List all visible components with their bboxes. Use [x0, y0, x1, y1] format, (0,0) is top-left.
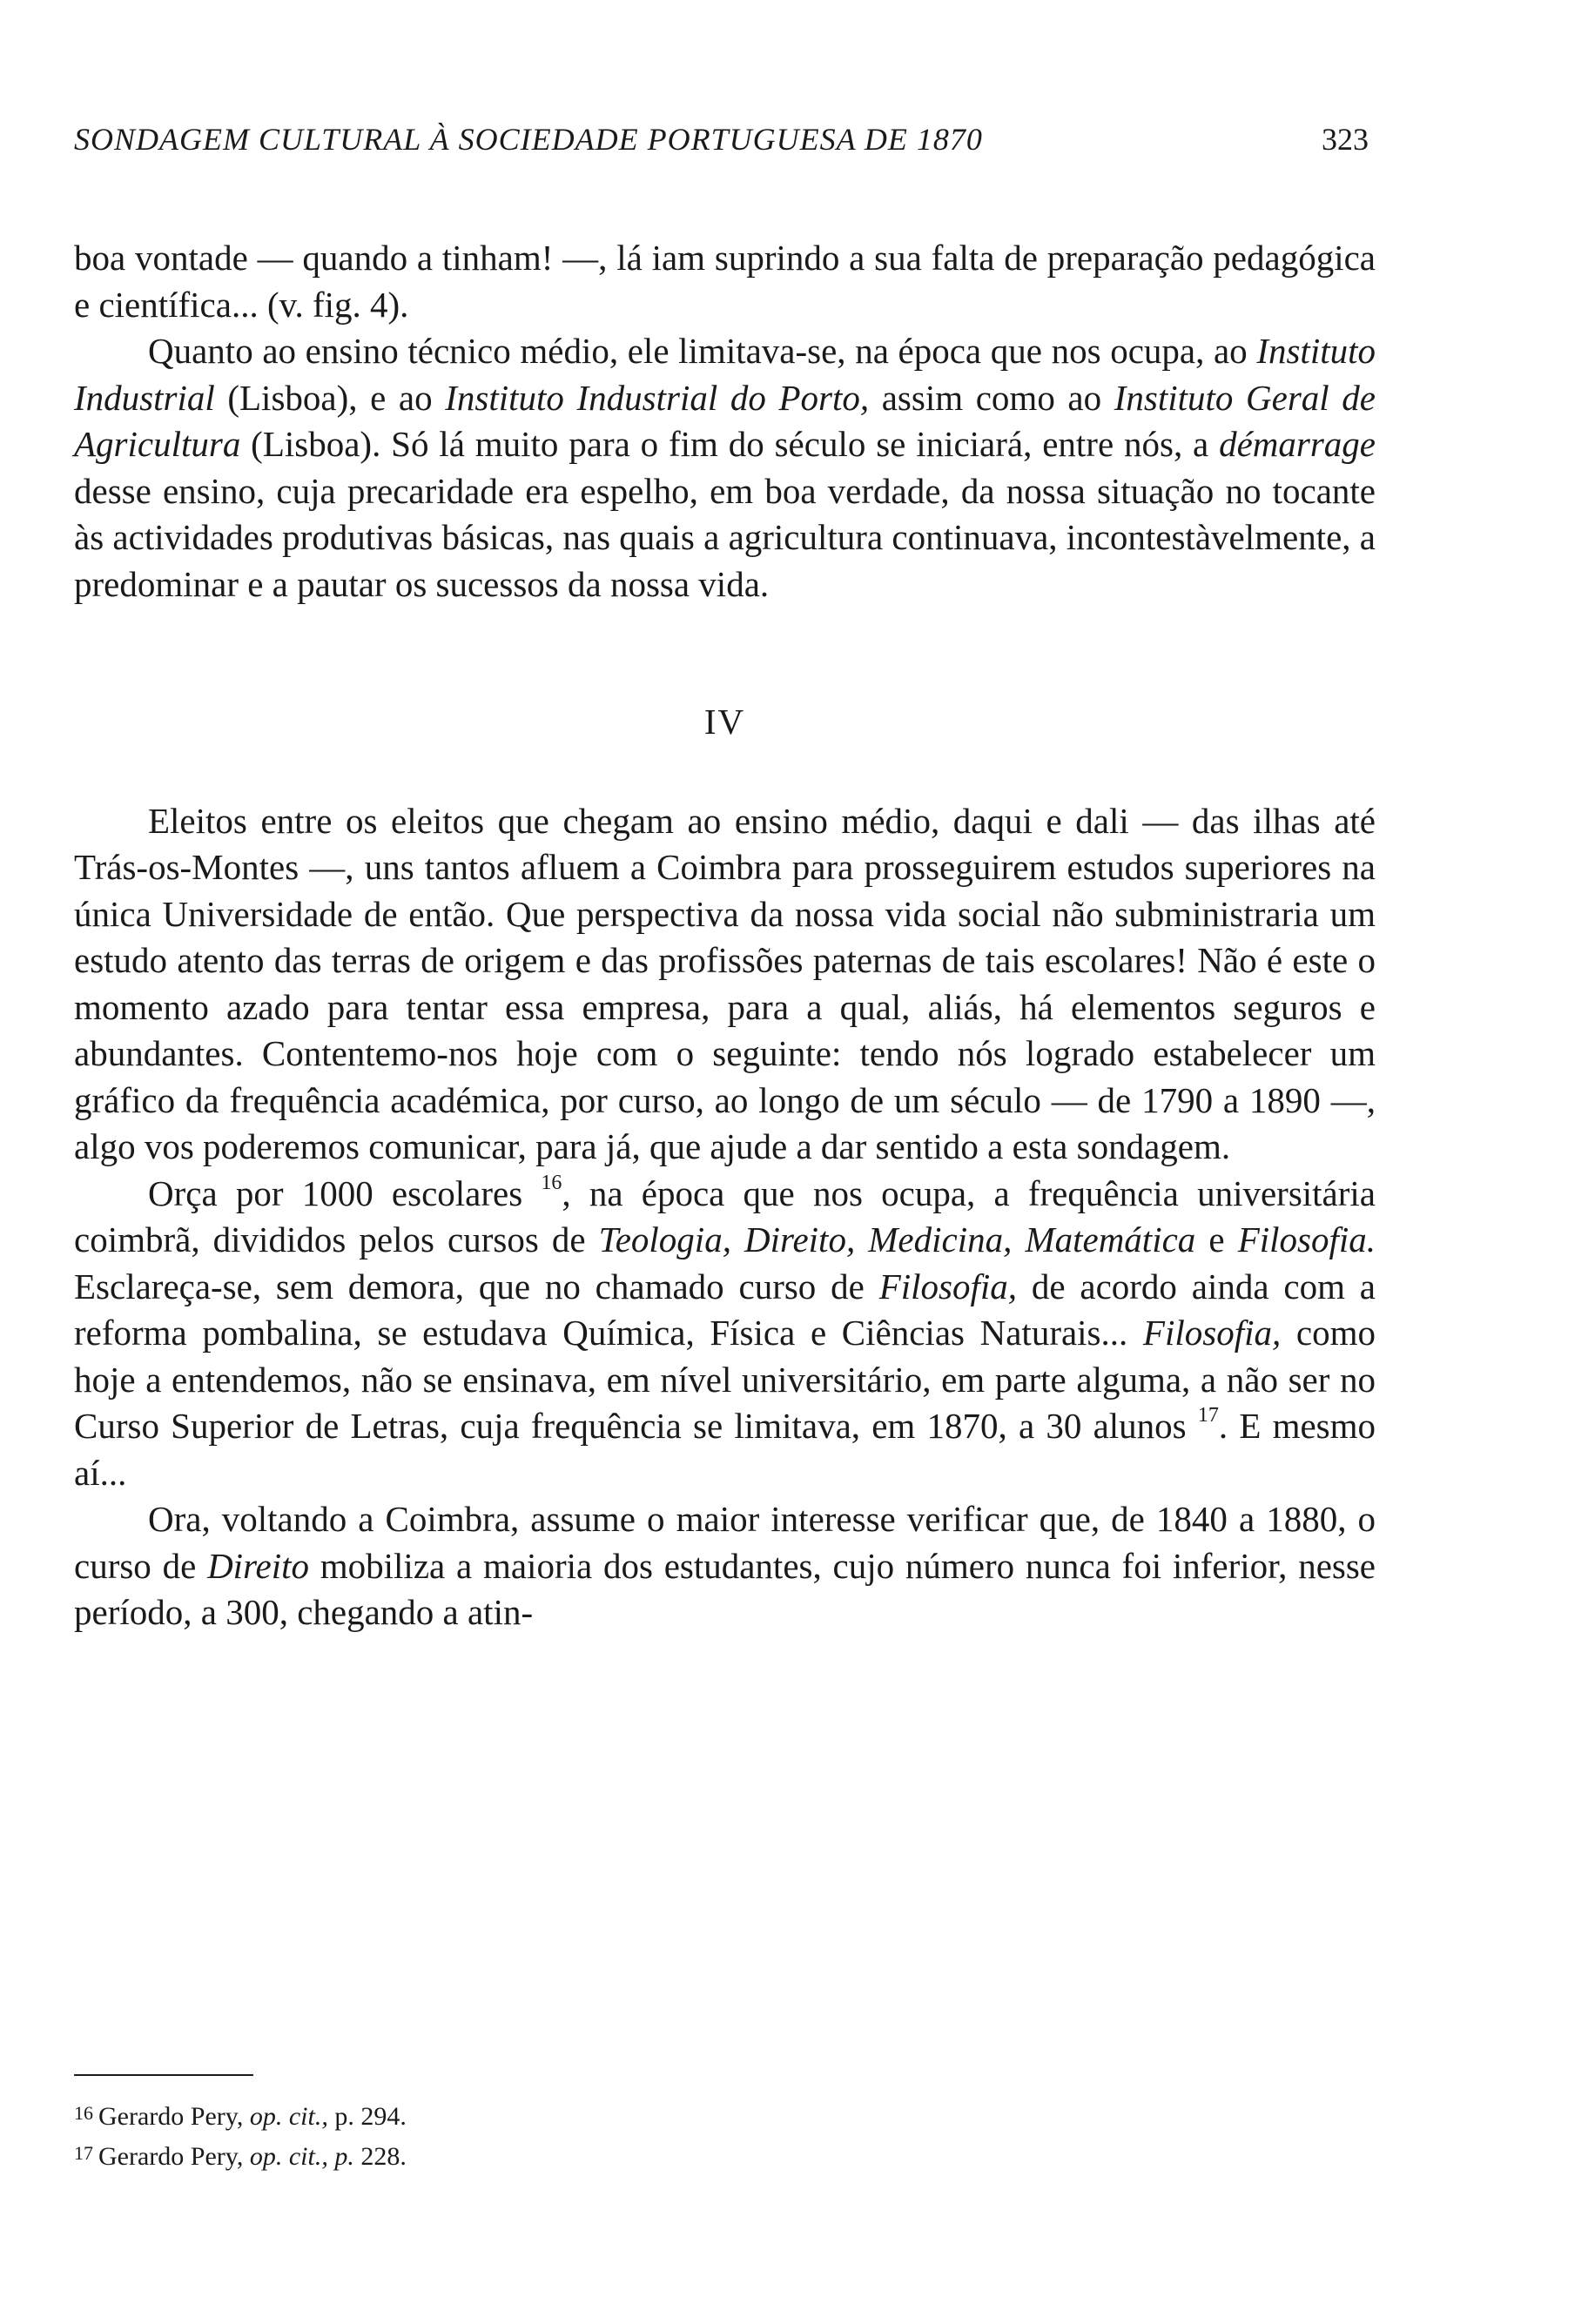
paragraph-2: Quanto ao ensino técnico médio, ele limitava-se, na época que nos ocupa, ao Instituto Industrial (Lisboa), e ao Instituto Industrial do Porto, assim como ao Instituto Geral de Agricultura (Lisboa). Só lá muito para o fim do século se iniciará, entre nós, a démarrage desse ensino, cuja precaridade era espelho, em boa verdade, da nossa situação no tocante às actividades produtivas básicas, nas quais a agricultura continuava, incontestàvelmente, a predominar e a pautar os sucessos da nossa vida.	[74, 331, 1376, 604]
page	[74, 113, 1376, 1636]
paragraph-5: Ora, voltando a Coimbra, assume o maior interesse verificar que, de 1840 a 1880, o curso de Direito mobiliza a maioria dos estudantes, cujo número nunca foi inferior, nesse período, a 300, chegando a atin-	[74, 1499, 1376, 1632]
footnote-number: 17	[74, 2142, 93, 2164]
page-number: 323	[1322, 122, 1369, 157]
section-title: IV	[703, 702, 746, 742]
footnote-16: $^{16}$ Gerardo Pery, op. cit., p. 294.	[74, 2102, 407, 2131]
paragraph-3: Eleitos entre os eleitos que chegam ao ensino médio, daqui e dali — das ilhas até Trás-os-Montes —, uns tantos afluem a Coimbra para prosseguirem estudos superiores na única Universidade de então. Que perspectiva da nossa vida social não subministraria um estudo atento das terras de origem e das profissões paternas de tais escolares! Não é este o momento azado para tentar essa empresa, para a qual, aliás, há elementos seguros e abundantes. Contentemo-nos hoje com o seguinte: tendo nós logrado estabelecer um gráfico da frequência académica, por curso, ao longo de um século — de 1790 a 1890 —, algo vos poderemos comunicar, para já, que ajude a dar sentido a esta sondagem.	[74, 800, 1376, 1166]
footnote-number: 16	[74, 2102, 93, 2124]
footnote-17: $^{17}$ Gerardo Pery, op. cit., p. 228.	[74, 2142, 407, 2171]
footnote-divider	[74, 2074, 253, 2076]
paragraph-1: boa vontade — quando a tinham! —, lá iam suprindo a sua falta de preparação pedagógica e científica... (v. fig. 4).	[74, 238, 1376, 325]
body-text	[74, 235, 1376, 1636]
running-header	[74, 113, 1376, 165]
footnotes	[74, 2098, 1376, 2178]
footnote-ref-16[interactable]: 16	[541, 1171, 562, 1194]
paragraph-4: Orça por 1000 escolares $^{16}$, na época que nos ocupa, a frequência universitária coimbrã, divididos pelos cursos de Teologia, Direito, Medicina, Matemática e Filosofia. Esclareça-se, sem demora, que no chamado curso de Filosofia, de acordo ainda com a reforma pombalina, se estudava Química, Física e Ciências Naturais... Filosofia, como hoje a entendemos, não se ensinava, em nível universitário, em parte alguma, a não ser no Curso Superior de Letras, cuja frequência se limitava, em 1870, a 30 alunos $^{17}$. E mesmo aí...	[74, 1171, 1376, 1493]
footnote-ref-17[interactable]: 17	[1197, 1404, 1219, 1427]
running-title: SONDAGEM CULTURAL À SOCIEDADE PORTUGUESA DE 1870	[74, 122, 983, 157]
